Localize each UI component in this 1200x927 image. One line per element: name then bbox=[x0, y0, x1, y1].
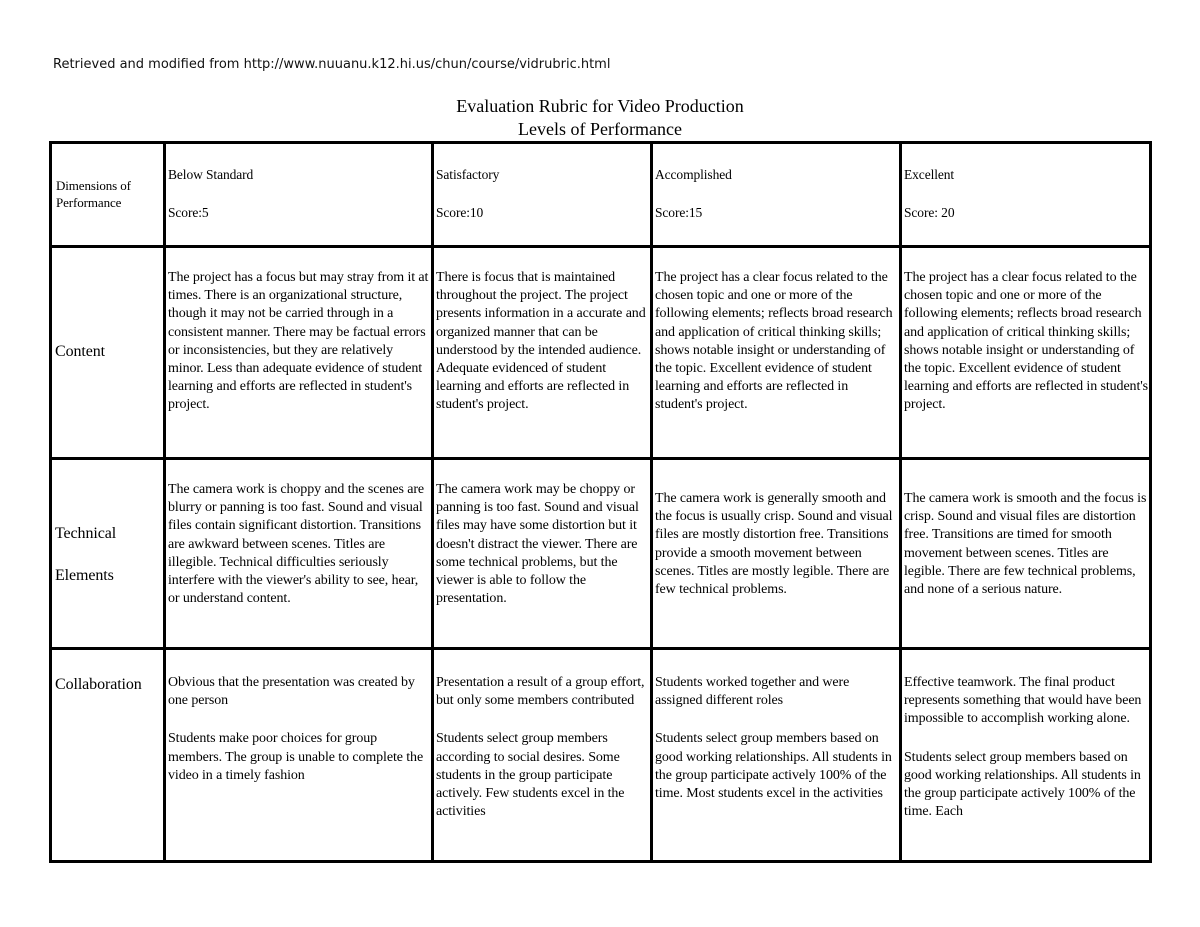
column-divider bbox=[899, 144, 902, 860]
collaboration-excellent: Effective teamwork. The final product represents something that would have been impossible to accomplish working alone. Students select group members based on good working relationships. All students in the group participate actively 100% of the time. Each bbox=[904, 675, 1142, 820]
collaboration-accomplished: Students worked together and were assigned different roles Students select group members based on good working relationships. All students in the group participate actively 100% of the time. Most students excel in the activities bbox=[655, 675, 892, 802]
level-score: Score:15 bbox=[655, 205, 703, 220]
row-divider bbox=[52, 457, 1149, 460]
rubric-title: Evaluation Rubric for Video Production bbox=[456, 96, 744, 116]
technical-below-standard: The camera work is choppy and the scenes are blurry or panning is too fast. Sound and visual files contain significant distortion. Transitions are awkward between scenes. Titles are illegible. Technical difficulties seriously interfere with the viewer's ability to see, hear, or understand content. bbox=[168, 482, 425, 607]
level-header-below-standard bbox=[168, 166, 428, 242]
rubric-table bbox=[49, 141, 1152, 863]
level-header-accomplished bbox=[655, 166, 897, 242]
level-name: Excellent bbox=[904, 167, 955, 182]
row-divider bbox=[52, 245, 1149, 248]
level-header-satisfactory bbox=[436, 166, 648, 242]
level-header-excellent bbox=[904, 166, 1148, 242]
column-divider bbox=[650, 144, 653, 860]
column-divider bbox=[431, 144, 434, 860]
level-name: Accomplished bbox=[655, 167, 732, 182]
row-label-collaboration: Collaboration bbox=[55, 676, 142, 693]
level-score: Score:5 bbox=[168, 205, 209, 220]
row-label-technical-elements: Technical Elements bbox=[55, 525, 117, 584]
level-name: Below Standard bbox=[168, 167, 254, 182]
level-score: Score:10 bbox=[436, 205, 484, 220]
content-excellent: The project has a clear focus related to the chosen topic and one or more of the following elements; reflects broad research and application of critical thinking skills; shows notable insight or understanding of the topic. Excellent evidence of student learning and efforts are reflected in student's project. bbox=[904, 270, 1149, 413]
source-note: Retrieved and modified from http://www.nuuanu.k12.hi.us/chun/course/vidrubric.html bbox=[53, 57, 611, 72]
collaboration-satisfactory: Presentation a result of a group effort, but only some members contributed Students select group members according to social desires. Some students in the group participate actively. Few students excel in the activities bbox=[436, 675, 645, 820]
column-divider bbox=[163, 144, 166, 860]
level-score: Score: 20 bbox=[904, 205, 955, 220]
technical-satisfactory: The camera work may be choppy or panning is too fast. Sound and visual files may have some distortion but it doesn't distract the viewer. There are some technical problems, but the viewer is able to follow the presentation. bbox=[436, 482, 639, 607]
collaboration-below-standard: Obvious that the presentation was created by one person Students make poor choices for group members. The group is unable to complete the video in a timely fashion bbox=[168, 675, 424, 783]
content-satisfactory: There is focus that is maintained throughout the project. The project presents information in a accurate and organized manner that can be understood by the intended audience. Adequate evidenced of student learning and efforts are reflected in student's project. bbox=[436, 270, 646, 413]
row-label-content: Content bbox=[55, 343, 105, 360]
rubric-subtitle: Levels of Performance bbox=[518, 119, 682, 139]
corner-header: Dimensions of Performance bbox=[56, 178, 131, 210]
row-divider bbox=[52, 647, 1149, 650]
content-below-standard: The project has a focus but may stray from it at times. There is an organizational structure, though it may not be carried through in a consistent manner. There may be factual errors or inconsistencies, but they are relatively minor. Less than adequate evidence of student learning and efforts are reflected in student's project. bbox=[168, 270, 429, 413]
level-name: Satisfactory bbox=[436, 167, 500, 182]
content-accomplished: The project has a clear focus related to the chosen topic and one or more of the following elements; reflects broad research and application of critical thinking skills; shows notable insight or understanding of the topic. Excellent evidence of student learning and efforts are reflected in student's project. bbox=[655, 270, 893, 413]
technical-accomplished: The camera work is generally smooth and the focus is usually crisp. Sound and visual files are mostly distortion free. Transitions provide a smooth movement between scenes. Titles are mostly legible. There are few technical problems. bbox=[655, 491, 893, 598]
technical-excellent: The camera work is smooth and the focus is crisp. Sound and visual files are distortion free. Transitions are timed for smooth movement between scenes. Titles are legible. There are few technical problems, and none of a serious nature. bbox=[904, 491, 1147, 598]
